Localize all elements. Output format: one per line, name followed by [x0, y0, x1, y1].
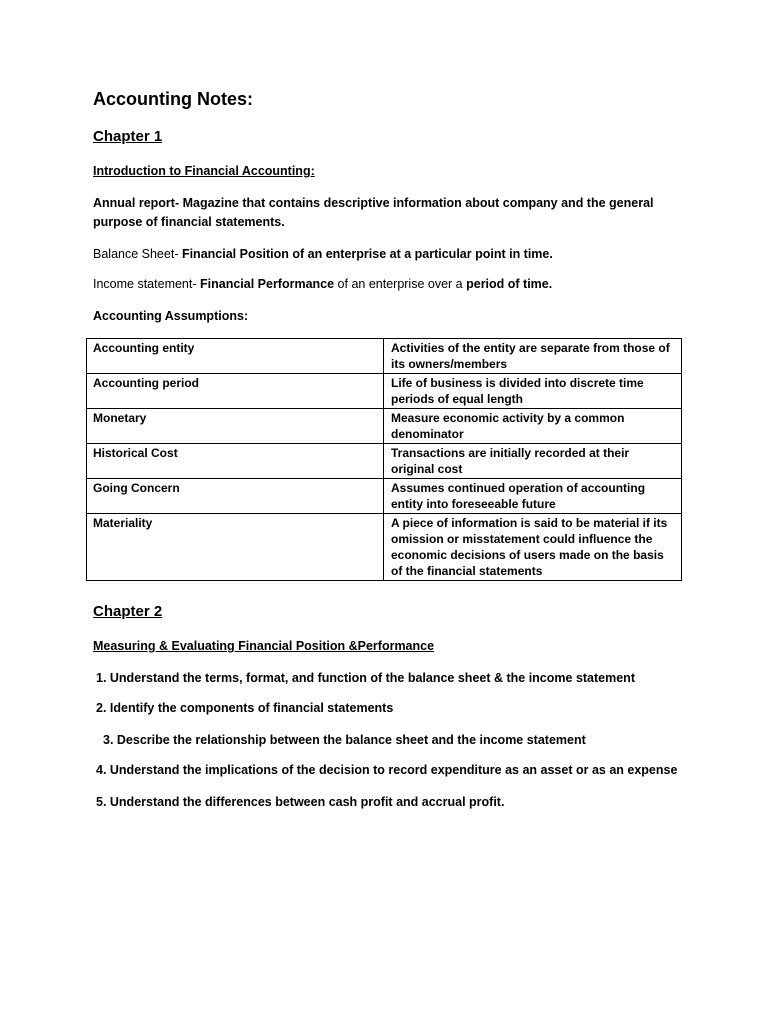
- income-statement-emph: Financial Performance: [200, 277, 335, 291]
- table-row: [87, 514, 682, 581]
- page-title: Accounting Notes:: [93, 89, 253, 109]
- assumptions-label: Accounting Assumptions:: [93, 309, 249, 323]
- balance-sheet-prefix: Balance Sheet-: [93, 247, 182, 261]
- balance-sheet-text: Financial Position of an enterprise at a particular point in time.: [181, 247, 553, 261]
- objective-item: 2. Identify the components of financial statements: [96, 701, 394, 715]
- assumption-term: Materiality: [87, 514, 384, 581]
- income-statement-prefix: Income statement-: [93, 277, 200, 291]
- annual-report-definition: Annual report- Magazine that contains descriptive information about company and the general purpose of financial statements.: [93, 196, 654, 229]
- assumptions-table: [86, 338, 682, 581]
- assumption-term: Monetary: [87, 409, 384, 444]
- assumption-definition: Transactions are initially recorded at their original cost: [384, 444, 682, 479]
- objective-item: 1. Understand the terms, format, and function of the balance sheet & the income statement: [96, 671, 635, 685]
- assumption-definition: Life of business is divided into discrete time periods of equal length: [384, 374, 682, 409]
- assumption-term: Historical Cost: [87, 444, 384, 479]
- objective-item: 3. Describe the relationship between the balance sheet and the income statement: [103, 733, 586, 747]
- assumption-term: Accounting entity: [87, 339, 384, 374]
- balance-sheet-definition: [93, 245, 663, 264]
- assumption-term: Going Concern: [87, 479, 384, 514]
- income-statement-definition: [93, 275, 663, 294]
- assumption-term: Accounting period: [87, 374, 384, 409]
- table-row: [87, 444, 682, 479]
- assumption-definition: A piece of information is said to be material if its omission or misstatement could influence the economic decisions of users made on the basis of the financial statements: [384, 514, 682, 581]
- chapter-2-subheading: Measuring & Evaluating Financial Position &Performance: [93, 639, 435, 653]
- assumption-definition: Activities of the entity are separate from those of its owners/members: [384, 339, 682, 374]
- chapter-1-heading: Chapter 1: [93, 128, 163, 145]
- chapter-1-subheading: Introduction to Financial Accounting:: [93, 164, 315, 178]
- income-statement-mid: of an enterprise over a: [334, 277, 467, 291]
- assumption-definition: Measure economic activity by a common denominator: [384, 409, 682, 444]
- table-row: [87, 479, 682, 514]
- table-row: [87, 339, 682, 374]
- objective-item: 5. Understand the differences between cash profit and accrual profit.: [96, 795, 505, 809]
- table-row: [87, 374, 682, 409]
- assumption-definition: Assumes continued operation of accounting entity into foreseeable future: [384, 479, 682, 514]
- chapter-2-heading: Chapter 2: [93, 603, 163, 620]
- objective-item: 4. Understand the implications of the decision to record expenditure as an asset or as an expense: [96, 763, 678, 777]
- table-row: [87, 409, 682, 444]
- income-statement-end: period of time.: [466, 277, 553, 291]
